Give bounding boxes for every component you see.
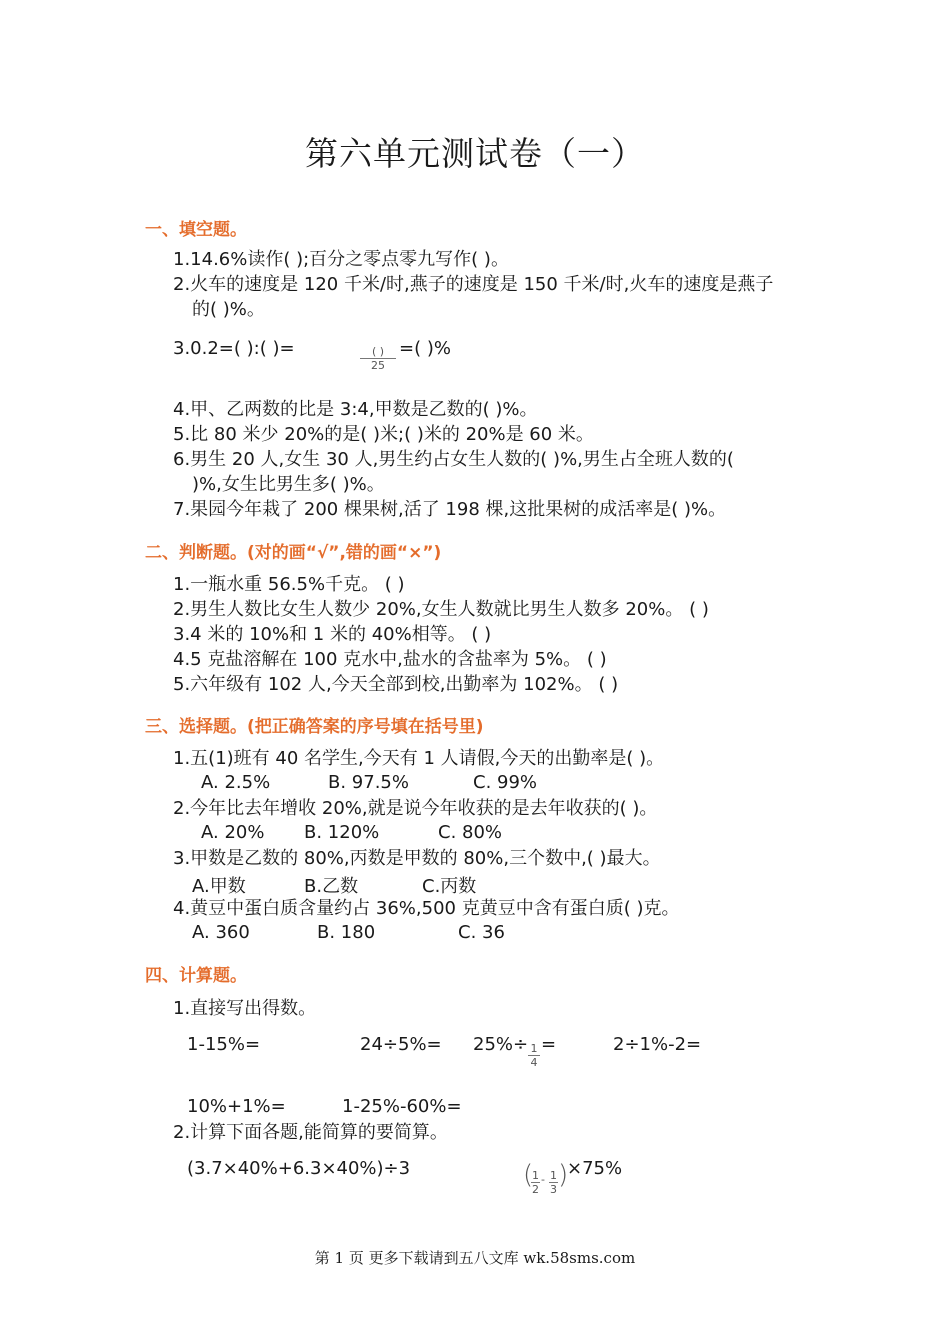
- fill-question-5: 5.比 80 米少 20%的是( )米;( )米的 20%是 60 米。: [173, 424, 594, 445]
- fill-question-2-line-2: 的( )%。: [192, 299, 265, 320]
- choice-4-option-b: B. 180: [317, 922, 376, 943]
- choice-3-option-c: C.丙数: [422, 876, 477, 897]
- fraction-one-third: [549, 1169, 558, 1196]
- fill-question-3-part-1: 3.0.2=( ):( )=: [173, 338, 295, 359]
- calc-expression-1: 1-15%=: [187, 1034, 261, 1055]
- fraction-denominator: 4: [528, 1055, 540, 1069]
- fraction-one-half: [531, 1169, 540, 1196]
- fill-question-6-line-1: 6.男生 20 人,女生 30 人,男生约占女生人数的( )%,男生占全班人数的(: [173, 449, 734, 470]
- section-heading-fill-in: 一、填空题。: [145, 220, 247, 240]
- section-heading-calculation: 四、计算题。: [145, 966, 247, 986]
- judge-question-2: 2.男生人数比女生人数少 20%,女生人数就比男生人数多 20%。 ( ): [173, 599, 709, 620]
- choice-2-option-a: A. 20%: [201, 822, 265, 843]
- calc-expression-2: 24÷5%=: [360, 1034, 442, 1055]
- choice-3-option-a: A.甲数: [192, 876, 246, 897]
- calc-expression-3-part-2: =: [541, 1034, 557, 1055]
- choice-question-4: 4.黄豆中蛋白质含量约占 36%,500 克黄豆中含有蛋白质( )克。: [173, 898, 680, 919]
- page-footer: 第 1 页 更多下载请到五八文库 wk.58sms.com: [314, 1249, 636, 1267]
- calc-expression-6: 1-25%-60%=: [342, 1096, 462, 1117]
- calc-expression-5: 10%+1%=: [187, 1096, 286, 1117]
- fill-question-6-line-2: )%,女生比男生多( )%。: [192, 474, 385, 495]
- choice-4-option-a: A. 360: [192, 922, 250, 943]
- left-parenthesis: (: [523, 1160, 534, 1190]
- right-parenthesis: ): [558, 1160, 569, 1190]
- calc-expression-7: (3.7×40%+6.3×40%)÷3: [187, 1158, 411, 1179]
- fraction-x-over-25: [360, 345, 396, 372]
- fraction-denominator: 3: [550, 1183, 557, 1196]
- choice-1-option-c: C. 99%: [473, 772, 538, 793]
- fraction-numerator: 1: [530, 1042, 538, 1055]
- judge-question-3: 3.4 米的 10%和 1 米的 40%相等。 ( ): [173, 624, 492, 645]
- fraction-one-quarter: [528, 1042, 540, 1069]
- section-heading-true-false: 二、判断题。(对的画“√”,错的画“×”): [145, 543, 442, 563]
- fill-question-2-line-1: 2.火车的速度是 120 千米/时,燕子的速度是 150 千米/时,火车的速度是燕子: [173, 274, 774, 295]
- fraction-numerator: ( ): [371, 345, 385, 358]
- fill-question-3-part-2: =( )%: [399, 338, 451, 359]
- fraction-denominator: 2: [532, 1183, 539, 1196]
- fraction-numerator: 1: [532, 1169, 539, 1182]
- judge-question-4: 4.5 克盐溶解在 100 克水中,盐水的含盐率为 5%。 ( ): [173, 649, 607, 670]
- calc-question-1: 1.直接写出得数。: [173, 998, 317, 1019]
- choice-question-1: 1.五(1)班有 40 名学生,今天有 1 人请假,今天的出勤率是( )。: [173, 748, 665, 769]
- choice-1-option-a: A. 2.5%: [201, 772, 271, 793]
- calc-expression-8-multiplier: ×75%: [567, 1158, 623, 1179]
- calc-question-2: 2.计算下面各题,能简算的要简算。: [173, 1122, 448, 1143]
- section-heading-multiple-choice: 三、选择题。(把正确答案的序号填在括号里): [145, 717, 484, 737]
- choice-4-option-c: C. 36: [458, 922, 505, 943]
- page-title: 第六单元测试卷（一）: [305, 134, 645, 173]
- judge-question-5: 5.六年级有 102 人,今天全部到校,出勤率为 102%。 ( ): [173, 674, 619, 695]
- choice-2-option-b: B. 120%: [304, 822, 380, 843]
- fraction-denominator: 25: [360, 358, 396, 372]
- choice-3-option-b: B.乙数: [304, 876, 359, 897]
- calc-expression-3-part-1: 25%÷: [473, 1034, 529, 1055]
- judge-question-1: 1.一瓶水重 56.5%千克。 ( ): [173, 574, 405, 595]
- choice-2-option-c: C. 80%: [438, 822, 503, 843]
- minus-sign: -: [541, 1173, 545, 1186]
- choice-question-3: 3.甲数是乙数的 80%,丙数是甲数的 80%,三个数中,( )最大。: [173, 848, 661, 869]
- calc-expression-4: 2÷1%-2=: [613, 1034, 702, 1055]
- fill-question-1: 1.14.6%读作( );百分之零点零九写作( )。: [173, 249, 509, 270]
- choice-1-option-b: B. 97.5%: [328, 772, 409, 793]
- choice-question-2: 2.今年比去年增收 20%,就是说今年收获的是去年收获的( )。: [173, 798, 658, 819]
- fraction-numerator: 1: [550, 1169, 557, 1182]
- fill-question-4: 4.甲、乙两数的比是 3:4,甲数是乙数的( )%。: [173, 399, 538, 420]
- fill-question-7: 7.果园今年栽了 200 棵果树,活了 198 棵,这批果树的成活率是( )%。: [173, 499, 727, 520]
